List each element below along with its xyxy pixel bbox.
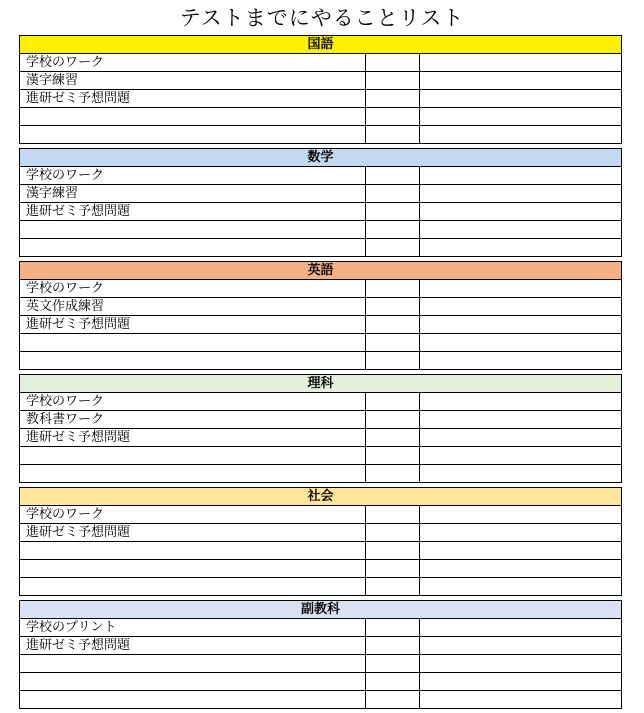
table-row xyxy=(20,524,622,542)
check-cell[interactable] xyxy=(366,352,420,370)
note-cell[interactable] xyxy=(420,167,622,185)
table-row xyxy=(20,578,622,596)
note-cell[interactable] xyxy=(420,221,622,239)
task-cell xyxy=(20,655,366,673)
todo-table xyxy=(19,35,622,144)
task-cell xyxy=(20,221,366,239)
table-row xyxy=(20,465,622,483)
page-title: テストまでにやることリスト xyxy=(179,6,465,30)
task-cell: 学校のワーク xyxy=(20,280,366,298)
check-cell[interactable] xyxy=(366,560,420,578)
todo-table xyxy=(19,600,622,709)
table-row xyxy=(20,655,622,673)
check-cell[interactable] xyxy=(366,239,420,257)
table-row xyxy=(20,185,622,203)
table-row xyxy=(20,108,622,126)
section-5 xyxy=(19,600,621,709)
task-cell xyxy=(20,560,366,578)
check-cell[interactable] xyxy=(366,280,420,298)
check-cell[interactable] xyxy=(366,429,420,447)
note-cell[interactable] xyxy=(420,126,622,144)
note-cell[interactable] xyxy=(420,108,622,126)
note-cell[interactable] xyxy=(420,619,622,637)
note-cell[interactable] xyxy=(420,465,622,483)
note-cell[interactable] xyxy=(420,637,622,655)
task-cell: 進研ゼミ予想問題 xyxy=(20,203,366,221)
note-cell[interactable] xyxy=(420,298,622,316)
task-cell xyxy=(20,447,366,465)
note-cell[interactable] xyxy=(420,352,622,370)
note-cell[interactable] xyxy=(420,524,622,542)
note-cell[interactable] xyxy=(420,429,622,447)
task-cell xyxy=(20,578,366,596)
subject-header: 英語 xyxy=(20,262,622,280)
task-cell: 進研ゼミ予想問題 xyxy=(20,90,366,108)
check-cell[interactable] xyxy=(366,203,420,221)
table-row xyxy=(20,167,622,185)
note-cell[interactable] xyxy=(420,316,622,334)
note-cell[interactable] xyxy=(420,280,622,298)
table-row xyxy=(20,429,622,447)
check-cell[interactable] xyxy=(366,655,420,673)
check-cell[interactable] xyxy=(366,411,420,429)
task-cell: 漢字練習 xyxy=(20,185,366,203)
table-row xyxy=(20,90,622,108)
note-cell[interactable] xyxy=(420,54,622,72)
check-cell[interactable] xyxy=(366,316,420,334)
check-cell[interactable] xyxy=(366,578,420,596)
check-cell[interactable] xyxy=(366,298,420,316)
table-row xyxy=(20,316,622,334)
check-cell[interactable] xyxy=(366,465,420,483)
table-row xyxy=(20,393,622,411)
task-cell: 進研ゼミ予想問題 xyxy=(20,637,366,655)
todo-table xyxy=(19,148,622,257)
table-row xyxy=(20,298,622,316)
section-4 xyxy=(19,487,621,596)
note-cell[interactable] xyxy=(420,185,622,203)
task-cell xyxy=(20,239,366,257)
subject-header: 理科 xyxy=(20,375,622,393)
task-cell xyxy=(20,542,366,560)
note-cell[interactable] xyxy=(420,72,622,90)
section-1 xyxy=(19,148,621,257)
task-cell xyxy=(20,334,366,352)
check-cell[interactable] xyxy=(366,126,420,144)
table-row xyxy=(20,619,622,637)
task-cell: 漢字練習 xyxy=(20,72,366,90)
note-cell[interactable] xyxy=(420,578,622,596)
note-cell[interactable] xyxy=(420,655,622,673)
note-cell[interactable] xyxy=(420,673,622,691)
task-cell: 進研ゼミ予想問題 xyxy=(20,524,366,542)
task-cell xyxy=(20,673,366,691)
todo-table xyxy=(19,487,622,596)
check-cell[interactable] xyxy=(366,90,420,108)
check-cell[interactable] xyxy=(366,185,420,203)
task-cell xyxy=(20,352,366,370)
check-cell[interactable] xyxy=(366,167,420,185)
check-cell[interactable] xyxy=(366,691,420,709)
task-cell xyxy=(20,108,366,126)
section-2 xyxy=(19,261,621,370)
subject-header: 国語 xyxy=(20,36,622,54)
task-cell xyxy=(20,126,366,144)
table-row xyxy=(20,54,622,72)
task-cell: 英文作成練習 xyxy=(20,298,366,316)
task-cell: 進研ゼミ予想問題 xyxy=(20,316,366,334)
check-cell[interactable] xyxy=(366,673,420,691)
check-cell[interactable] xyxy=(366,54,420,72)
table-row xyxy=(20,239,622,257)
note-cell[interactable] xyxy=(420,691,622,709)
task-cell xyxy=(20,465,366,483)
check-cell[interactable] xyxy=(366,619,420,637)
check-cell[interactable] xyxy=(366,447,420,465)
table-row xyxy=(20,334,622,352)
table-row xyxy=(20,637,622,655)
table-row xyxy=(20,221,622,239)
check-cell[interactable] xyxy=(366,72,420,90)
check-cell[interactable] xyxy=(366,637,420,655)
table-row xyxy=(20,506,622,524)
task-cell: 学校のプリント xyxy=(20,619,366,637)
check-cell[interactable] xyxy=(366,393,420,411)
table-row xyxy=(20,560,622,578)
table-row xyxy=(20,542,622,560)
subject-header: 副教科 xyxy=(20,601,622,619)
note-cell[interactable] xyxy=(420,203,622,221)
table-row xyxy=(20,673,622,691)
task-cell: 学校のワーク xyxy=(20,506,366,524)
note-cell[interactable] xyxy=(420,560,622,578)
table-row xyxy=(20,126,622,144)
check-cell[interactable] xyxy=(366,334,420,352)
table-row xyxy=(20,203,622,221)
note-cell[interactable] xyxy=(420,506,622,524)
todo-table xyxy=(19,374,622,483)
task-cell: 学校のワーク xyxy=(20,54,366,72)
section-0 xyxy=(19,35,621,144)
table-row xyxy=(20,691,622,709)
task-cell: 学校のワーク xyxy=(20,393,366,411)
task-cell: 学校のワーク xyxy=(20,167,366,185)
table-row xyxy=(20,411,622,429)
note-cell[interactable] xyxy=(420,447,622,465)
check-cell[interactable] xyxy=(366,108,420,126)
task-cell xyxy=(20,691,366,709)
todo-table xyxy=(19,261,622,370)
task-cell: 進研ゼミ予想問題 xyxy=(20,429,366,447)
check-cell[interactable] xyxy=(366,506,420,524)
subject-header: 数学 xyxy=(20,149,622,167)
table-row xyxy=(20,352,622,370)
check-cell[interactable] xyxy=(366,542,420,560)
section-3 xyxy=(19,374,621,483)
table-row xyxy=(20,72,622,90)
note-cell[interactable] xyxy=(420,393,622,411)
table-row xyxy=(20,280,622,298)
subject-header: 社会 xyxy=(20,488,622,506)
table-row xyxy=(20,447,622,465)
task-cell: 教科書ワーク xyxy=(20,411,366,429)
check-cell[interactable] xyxy=(366,524,420,542)
note-cell[interactable] xyxy=(420,90,622,108)
note-cell[interactable] xyxy=(420,411,622,429)
note-cell[interactable] xyxy=(420,542,622,560)
note-cell[interactable] xyxy=(420,334,622,352)
check-cell[interactable] xyxy=(366,221,420,239)
note-cell[interactable] xyxy=(420,239,622,257)
